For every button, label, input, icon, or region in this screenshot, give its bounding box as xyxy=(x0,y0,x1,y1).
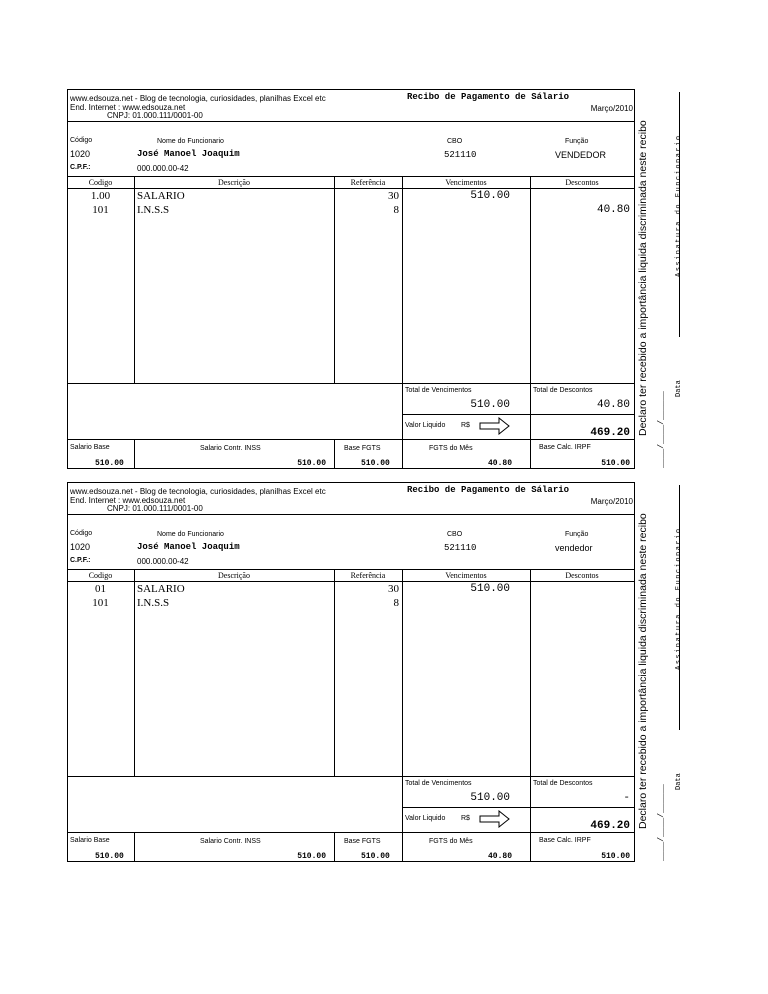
col-descontos: Descontos xyxy=(565,571,599,580)
fgts-month: 40.80 xyxy=(487,852,512,861)
total-deductions: - xyxy=(623,792,630,804)
employee-code-label: Código xyxy=(70,137,93,144)
date-label: Data xyxy=(675,773,683,790)
cbo-label: CBO xyxy=(447,531,463,538)
receipt-main xyxy=(67,89,635,469)
cpf-label: C.P.F.: xyxy=(70,557,91,564)
salary-base: 510.00 xyxy=(95,852,124,861)
row-code: 1.00 xyxy=(90,190,111,202)
receipt-main xyxy=(67,482,635,862)
employee-code: 1020 xyxy=(70,149,91,159)
arrow-right-icon xyxy=(479,810,511,828)
cnpj-line: CNPJ: 01.000.111/0001-00 xyxy=(107,504,203,513)
net-label: Valor Liquido xyxy=(405,815,446,822)
total-earnings-label: Total de Vencimentos xyxy=(405,387,472,394)
currency: R$ xyxy=(461,422,470,429)
fgts-month-label: FGTS do Mês xyxy=(429,838,473,845)
signature-label: Assinatura do Funcionario xyxy=(675,134,683,277)
row-description: I.N.S.S xyxy=(137,597,170,609)
col-vencimentos: Vencimentos xyxy=(445,571,487,580)
declaration-panel xyxy=(635,89,767,469)
fgts-month-label: FGTS do Mês xyxy=(429,445,473,452)
declaration-text: Declaro ter recebido a importância liquida discriminada neste recibo xyxy=(637,120,649,436)
inss-value: 510.00 xyxy=(297,459,326,468)
cnpj-line: CNPJ: 01.000.111/0001-00 xyxy=(107,111,203,120)
total-deductions: 40.80 xyxy=(596,399,630,411)
fgts-base-label: Base FGTS xyxy=(344,445,381,452)
cpf-value: 000.000.00-42 xyxy=(137,164,189,173)
row-description: SALARIO xyxy=(137,583,185,595)
net-value: 469.20 xyxy=(590,427,630,439)
irpf-label: Base Calc. IRPF xyxy=(539,444,591,451)
employee-code-label: Código xyxy=(70,530,93,537)
total-earnings-label: Total de Vencimentos xyxy=(405,780,472,787)
fgts-base: 510.00 xyxy=(361,852,390,861)
total-earnings: 510.00 xyxy=(470,792,510,804)
col-descricao: Descrição xyxy=(218,178,250,187)
date-label: Data xyxy=(675,380,683,397)
period: Março/2010 xyxy=(590,497,633,506)
col-codigo: Codigo xyxy=(88,178,113,187)
period: Março/2010 xyxy=(590,104,633,113)
cbo-label: CBO xyxy=(447,138,463,145)
col-codigo: Codigo xyxy=(88,571,113,580)
cpf-value: 000.000.00-42 xyxy=(137,557,189,566)
date-blank: ____/____/______ xyxy=(657,391,666,468)
declaration-text: Declaro ter recebido a importância liquida discriminada neste recibo xyxy=(637,513,649,829)
col-descontos: Descontos xyxy=(565,178,599,187)
date-blank: ____/____/______ xyxy=(657,784,666,861)
irpf-value: 510.00 xyxy=(601,459,630,468)
role-label: Função xyxy=(565,138,589,145)
company-line: www.edsouza.net - Blog de tecnologia, curiosidades, planilhas Excel etc xyxy=(70,487,326,496)
irpf-label: Base Calc. IRPF xyxy=(539,837,591,844)
irpf-value: 510.00 xyxy=(601,852,630,861)
payslip-receipt xyxy=(67,482,767,862)
role-value: VENDEDOR xyxy=(555,150,607,160)
col-referencia: Referência xyxy=(350,571,386,580)
row-reference: 30 xyxy=(388,583,399,595)
inss-label: Salario Contr. INSS xyxy=(200,445,261,452)
currency: R$ xyxy=(461,815,470,822)
cpf-label: C.P.F.: xyxy=(70,164,91,171)
declaration-panel xyxy=(635,482,767,862)
address-line: End. Internet : www.edsouza.net xyxy=(70,103,186,112)
company-line: www.edsouza.net - Blog de tecnologia, curiosidades, planilhas Excel etc xyxy=(70,94,326,103)
arrow-right-icon xyxy=(479,417,511,435)
row-code: 01 xyxy=(95,583,106,595)
net-value: 469.20 xyxy=(590,820,630,832)
fgts-month: 40.80 xyxy=(487,459,512,468)
employee-name-label: Nome do Funcionario xyxy=(157,531,224,538)
row-code: 101 xyxy=(92,204,109,216)
row-reference: 30 xyxy=(388,190,399,202)
role-label: Função xyxy=(565,531,589,538)
employee-code: 1020 xyxy=(70,542,91,552)
receipt-title: Recibo de Pagamento de Sálario xyxy=(407,92,570,102)
cbo-value: 521110 xyxy=(444,150,477,160)
row-earnings: 510.00 xyxy=(470,583,510,595)
fgts-base: 510.00 xyxy=(361,459,390,468)
row-description: I.N.S.S xyxy=(137,204,170,216)
cbo-value: 521110 xyxy=(444,543,477,553)
net-label: Valor Liquido xyxy=(405,422,446,429)
inss-label: Salario Contr. INSS xyxy=(200,838,261,845)
payslip-receipt xyxy=(67,89,767,469)
col-referencia: Referência xyxy=(350,178,386,187)
row-description: SALARIO xyxy=(137,190,185,202)
total-deductions-label: Total de Descontos xyxy=(533,387,593,394)
total-earnings: 510.00 xyxy=(470,399,510,411)
salary-base-label: Salario Base xyxy=(70,837,110,844)
employee-name-label: Nome do Funcionario xyxy=(157,138,224,145)
row-deductions: 40.80 xyxy=(596,204,630,216)
salary-base: 510.00 xyxy=(95,459,124,468)
row-earnings: 510.00 xyxy=(470,190,510,202)
col-descricao: Descrição xyxy=(218,571,250,580)
employee-name: José Manoel Joaquim xyxy=(137,542,240,552)
address-line: End. Internet : www.edsouza.net xyxy=(70,496,186,505)
inss-value: 510.00 xyxy=(297,852,326,861)
row-code: 101 xyxy=(92,597,109,609)
row-reference: 8 xyxy=(393,597,399,609)
salary-base-label: Salario Base xyxy=(70,444,110,451)
employee-name: José Manoel Joaquim xyxy=(137,149,240,159)
col-vencimentos: Vencimentos xyxy=(445,178,487,187)
signature-label: Assinatura do Funcionario xyxy=(675,527,683,670)
fgts-base-label: Base FGTS xyxy=(344,838,381,845)
total-deductions-label: Total de Descontos xyxy=(533,780,593,787)
row-reference: 8 xyxy=(393,204,399,216)
receipt-title: Recibo de Pagamento de Sálario xyxy=(407,485,570,495)
role-value: vendedor xyxy=(555,543,593,553)
